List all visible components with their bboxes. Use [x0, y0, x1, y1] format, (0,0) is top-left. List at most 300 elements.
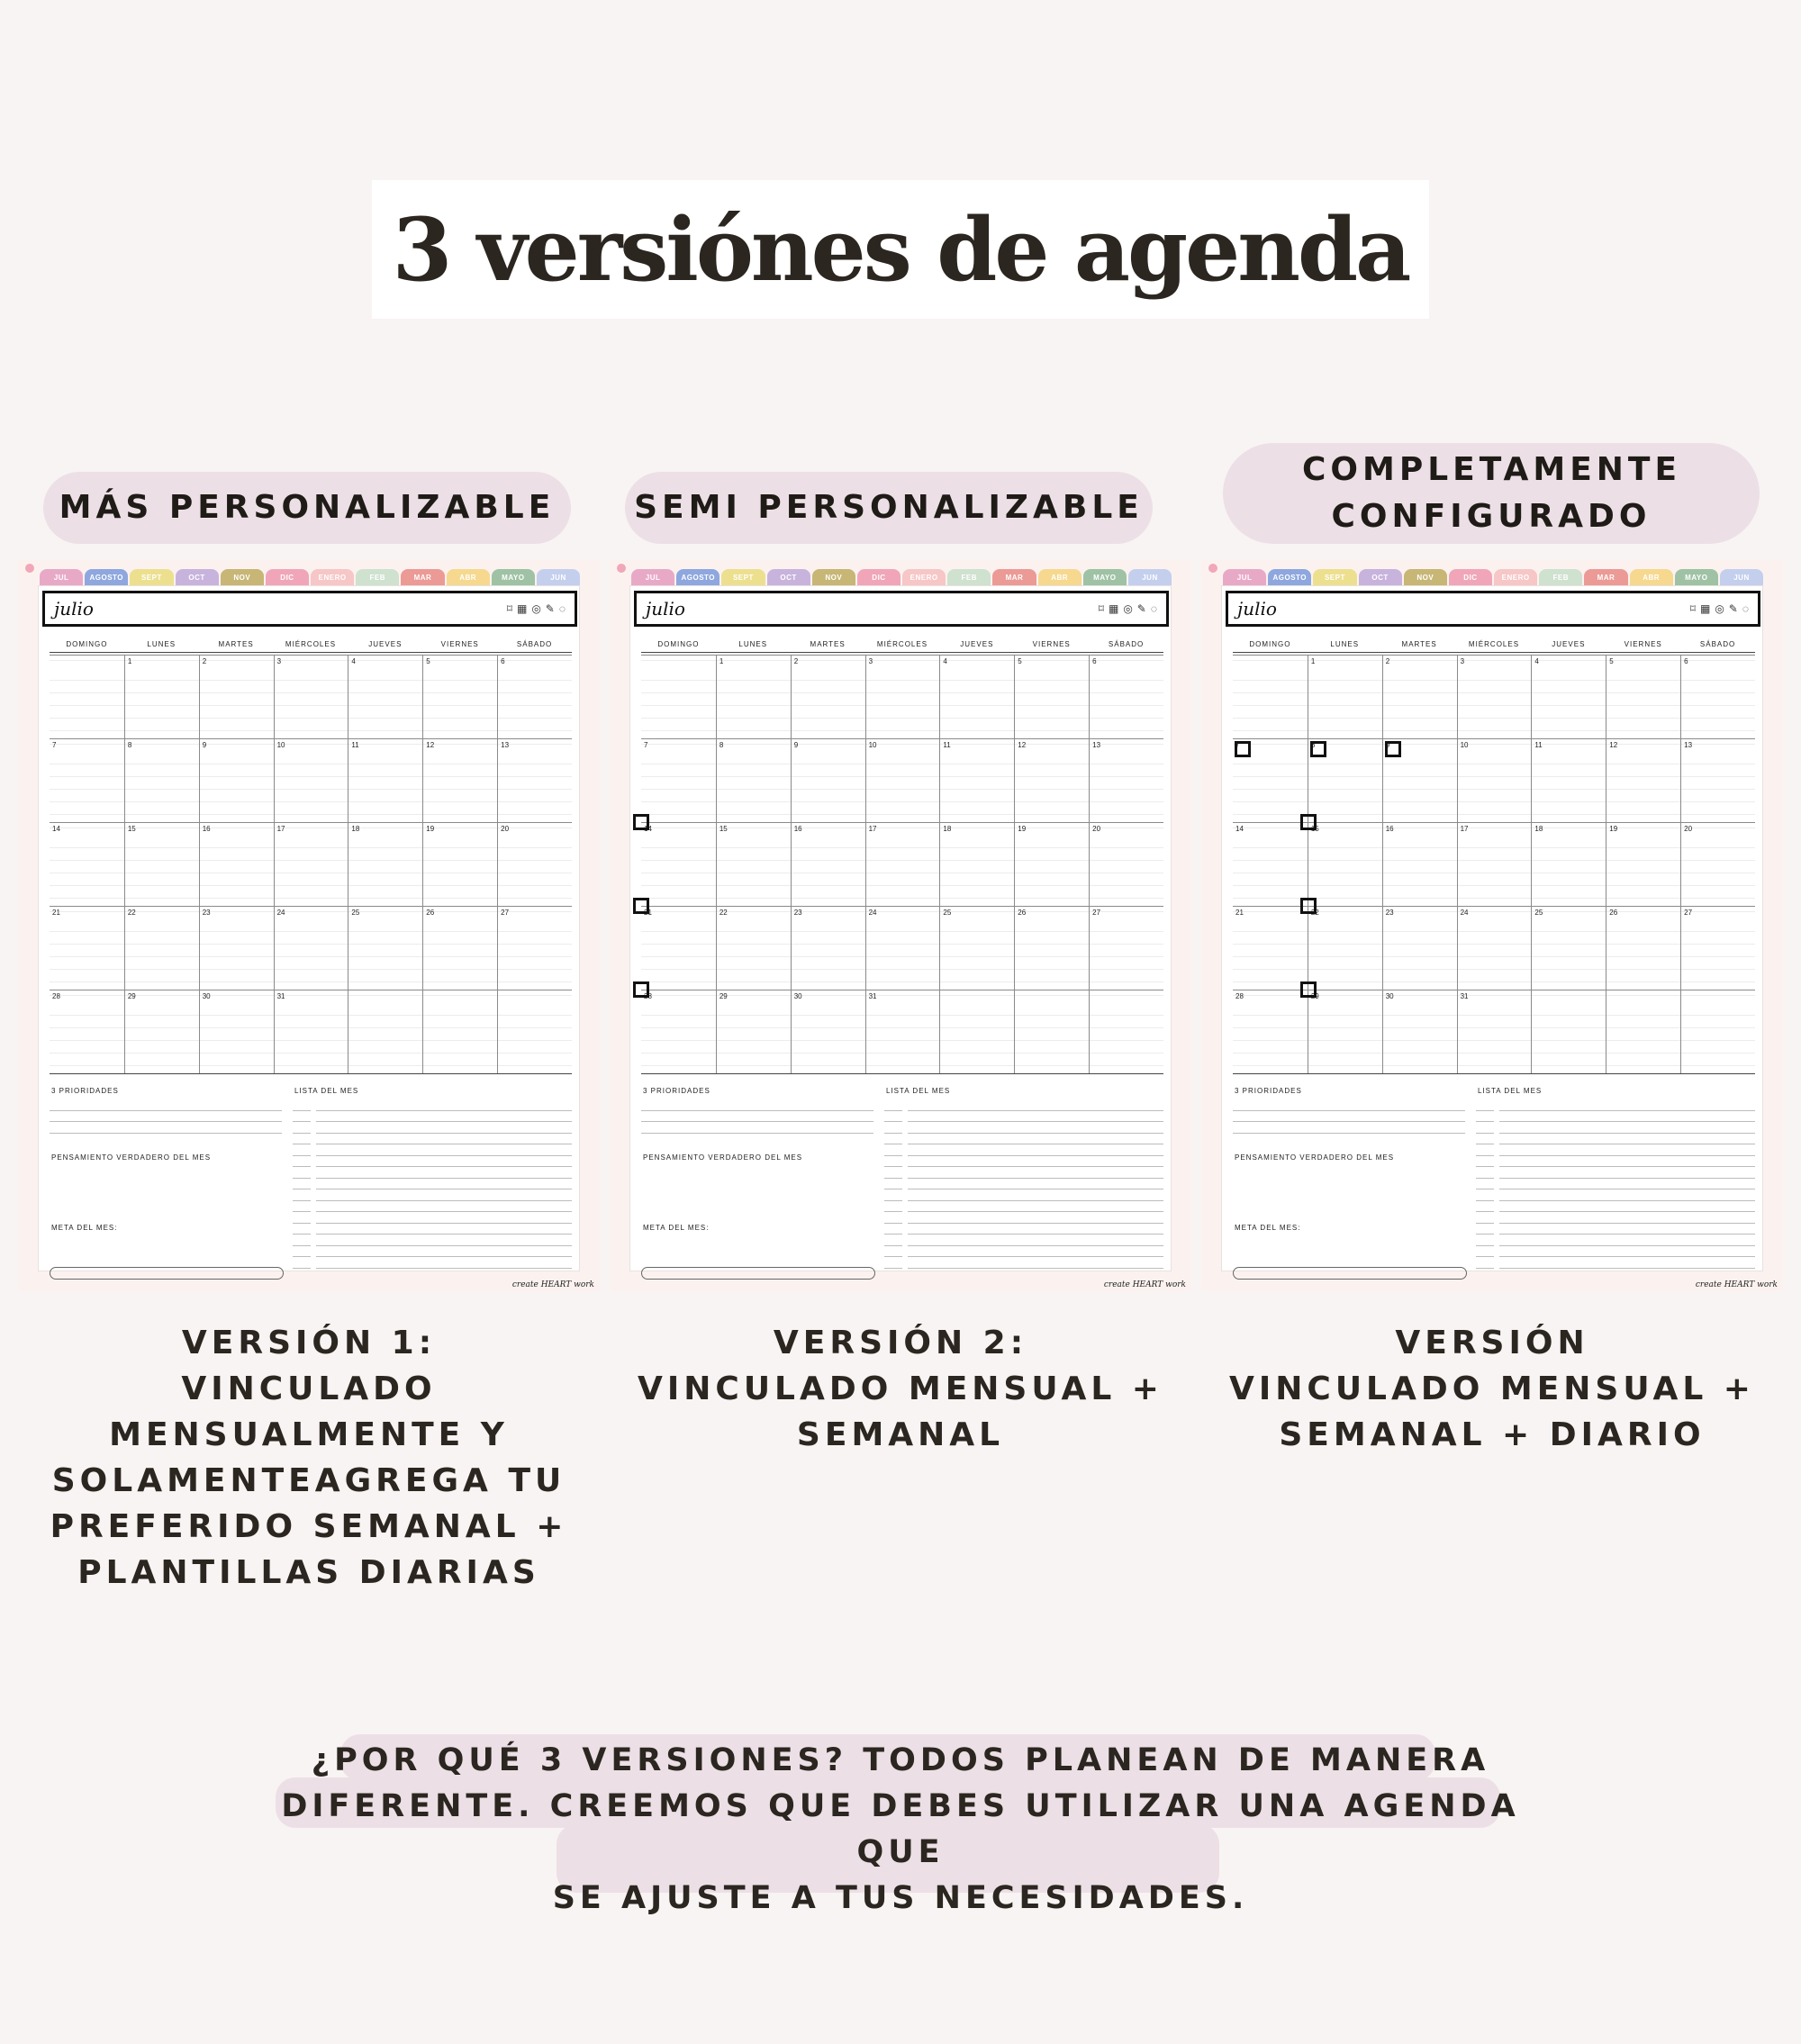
weekday-label: JUEVES: [1552, 640, 1586, 648]
calendar-day[interactable]: [1680, 655, 1755, 738]
month-tab[interactable]: MAYO: [492, 569, 535, 585]
day-number: 11: [1534, 741, 1543, 749]
month-tab[interactable]: ABR: [447, 569, 490, 585]
write-line: [1499, 1201, 1755, 1213]
month-tab[interactable]: JUN: [537, 569, 580, 585]
calendar-grid: [50, 655, 572, 1074]
chat-icon[interactable]: ◌: [1150, 602, 1157, 615]
calendar-day[interactable]: [497, 990, 572, 1073]
day-number: 9: [793, 741, 799, 749]
month-title: julio: [1237, 598, 1277, 620]
calendar-day[interactable]: [422, 990, 497, 1073]
write-line: [316, 1179, 572, 1190]
link-marker[interactable]: [1300, 898, 1317, 914]
version-3-pill: [1223, 443, 1760, 544]
day-number: 29: [1310, 992, 1319, 1000]
checkbox-line: [1476, 1179, 1494, 1190]
check-icon[interactable]: ◎: [1715, 602, 1724, 615]
day-number: 20: [1092, 825, 1101, 833]
month-tab[interactable]: FEB: [1539, 569, 1582, 585]
calendar-day[interactable]: [1531, 822, 1606, 906]
month-tab[interactable]: MAR: [1584, 569, 1627, 585]
calendar-day[interactable]: [716, 655, 791, 738]
calendar-day[interactable]: [50, 738, 124, 822]
month-tab[interactable]: OCT: [176, 569, 219, 585]
calendar-day[interactable]: [939, 990, 1014, 1073]
link-marker[interactable]: [633, 981, 649, 998]
goal-box: [1233, 1267, 1467, 1280]
calendar-day[interactable]: [348, 990, 422, 1073]
calendar-day[interactable]: [274, 822, 348, 906]
priorities-label: 3 PRIORIDADES: [51, 1087, 119, 1095]
calendar-day[interactable]: [1531, 990, 1606, 1073]
month-tab[interactable]: NOV: [221, 569, 264, 585]
calendar-day[interactable]: [348, 906, 422, 990]
planner-preview-1: [18, 560, 600, 1291]
write-line: [908, 1167, 1163, 1179]
write-line: [316, 1189, 572, 1201]
calendar-day[interactable]: [497, 822, 572, 906]
month-tab[interactable]: AGOSTO: [1268, 569, 1311, 585]
calendar-day[interactable]: [1014, 906, 1089, 990]
calendar-day[interactable]: [791, 906, 865, 990]
page-title: 3 versiónes de agenda: [392, 198, 1409, 301]
month-tab[interactable]: JUL: [1223, 569, 1266, 585]
calendar-day[interactable]: [1457, 990, 1532, 1073]
chat-icon[interactable]: ◌: [558, 602, 566, 615]
calendar-day[interactable]: [1680, 990, 1755, 1073]
month-tab[interactable]: AGOSTO: [676, 569, 719, 585]
thought-label: PENSAMIENTO VERDADERO DEL MES: [51, 1153, 212, 1162]
calendar-day[interactable]: [865, 990, 940, 1073]
calendar-day[interactable]: [1531, 738, 1606, 822]
month-tab[interactable]: ENERO: [902, 569, 946, 585]
footer-line: DIFERENTE. CREEMOS QUE DEBES UTILIZAR UNA AGENDA QUE: [281, 1788, 1520, 1870]
pencil-icon[interactable]: ✎: [1728, 602, 1738, 615]
month-tab[interactable]: DIC: [857, 569, 900, 585]
calendar-day[interactable]: [1531, 906, 1606, 990]
calendar-day[interactable]: [124, 738, 199, 822]
calendar-icon[interactable]: ▦: [1108, 602, 1119, 615]
version-2-description: [558, 1320, 1243, 1458]
planner-preview-2: [610, 560, 1191, 1291]
day-number: 19: [1609, 825, 1618, 833]
calendar-day[interactable]: [939, 822, 1014, 906]
calendar-day[interactable]: [199, 738, 274, 822]
weekday-label: VIERNES: [440, 640, 479, 648]
day-number: 8: [719, 741, 724, 749]
calendar-day[interactable]: [716, 906, 791, 990]
bookmark-icon[interactable]: ⌑: [1098, 602, 1104, 615]
calendar-day[interactable]: [1680, 738, 1755, 822]
month-tab[interactable]: AGOSTO: [85, 569, 128, 585]
checkbox-line: [293, 1179, 311, 1190]
calendar-day[interactable]: [1680, 906, 1755, 990]
weekday-label: SÁBADO: [1699, 640, 1736, 648]
calendar-day[interactable]: [1014, 990, 1089, 1073]
day-number: 26: [1018, 909, 1027, 917]
brand-logo: create HEART work: [1103, 1280, 1186, 1289]
day-number: 16: [1385, 825, 1394, 833]
calendar-day[interactable]: [1308, 990, 1382, 1073]
day-number: 13: [1684, 741, 1693, 749]
check-icon[interactable]: ◎: [1123, 602, 1133, 615]
calendar-day[interactable]: [1606, 990, 1680, 1073]
write-line: [316, 1134, 572, 1145]
day-number: 29: [719, 992, 728, 1000]
calendar-day[interactable]: [348, 822, 422, 906]
planner-page: [38, 585, 580, 1271]
day-number: 24: [1460, 909, 1469, 917]
month-tab[interactable]: MAR: [992, 569, 1036, 585]
calendar-day[interactable]: [791, 822, 865, 906]
month-tab[interactable]: JUN: [1720, 569, 1763, 585]
day-number: 3: [276, 657, 282, 665]
write-line: [1499, 1224, 1755, 1235]
day-number: 6: [1684, 657, 1688, 665]
calendar-day[interactable]: [1089, 906, 1163, 990]
calendar-day[interactable]: [1457, 906, 1532, 990]
weekday-label: MIÉRCOLES: [1468, 640, 1520, 648]
calendar-day[interactable]: [641, 655, 716, 738]
checkbox-line: [1476, 1167, 1494, 1179]
description-line: VINCULADO MENSUAL + SEMANAL: [638, 1370, 1163, 1453]
calendar-day[interactable]: [1233, 822, 1308, 906]
write-line: [908, 1099, 1163, 1111]
calendar-day[interactable]: [641, 738, 716, 822]
day-number: 5: [1018, 657, 1022, 665]
goal-label: META DEL MES:: [51, 1224, 118, 1232]
day-number: 15: [719, 825, 728, 833]
calendar-day[interactable]: [939, 906, 1014, 990]
link-marker[interactable]: [1300, 981, 1317, 998]
calendar-day[interactable]: [791, 738, 865, 822]
month-tab[interactable]: FEB: [947, 569, 991, 585]
month-tab[interactable]: SEPT: [1313, 569, 1356, 585]
calendar-day[interactable]: [1606, 655, 1680, 738]
month-tab[interactable]: NOV: [812, 569, 855, 585]
calendar-day[interactable]: [199, 822, 274, 906]
calendar-day[interactable]: [939, 655, 1014, 738]
day-number: 22: [1310, 909, 1319, 917]
write-line: [1499, 1246, 1755, 1258]
month-tab[interactable]: MAR: [401, 569, 444, 585]
write-line: [1233, 1122, 1465, 1134]
checkbox-line: [293, 1144, 311, 1156]
day-number: 23: [1385, 909, 1394, 917]
calendar-day[interactable]: [1382, 906, 1457, 990]
calendar-day[interactable]: [199, 990, 274, 1073]
day-number: 22: [719, 909, 728, 917]
list-checkboxes: [293, 1099, 311, 1269]
calendar-day[interactable]: [422, 822, 497, 906]
day-number: 24: [868, 909, 877, 917]
calendar-day[interactable]: [1233, 655, 1308, 738]
calendar-icon[interactable]: ▦: [1699, 602, 1711, 615]
calendar-icon[interactable]: ▦: [516, 602, 528, 615]
calendar-day[interactable]: [791, 990, 865, 1073]
calendar-day[interactable]: [641, 990, 716, 1073]
calendar-day[interactable]: [497, 738, 572, 822]
calendar-day[interactable]: [1089, 990, 1163, 1073]
checkbox-line: [293, 1122, 311, 1134]
day-number: 6: [1092, 657, 1097, 665]
calendar-day[interactable]: [422, 738, 497, 822]
calendar-day[interactable]: [865, 655, 940, 738]
day-number: 18: [943, 825, 952, 833]
checkbox-line: [884, 1144, 902, 1156]
day-number: 21: [52, 909, 60, 917]
day-number: 16: [793, 825, 802, 833]
calendar-day[interactable]: [939, 738, 1014, 822]
write-line: [908, 1122, 1163, 1134]
calendar-day[interactable]: [124, 906, 199, 990]
calendar-day[interactable]: [422, 906, 497, 990]
day-number: 17: [868, 825, 877, 833]
month-tab[interactable]: FEB: [356, 569, 399, 585]
calendar-day[interactable]: [1308, 738, 1382, 822]
calendar-day[interactable]: [716, 738, 791, 822]
day-number: 4: [943, 657, 947, 665]
priorities-lines: [1233, 1099, 1465, 1134]
calendar-day[interactable]: [1014, 738, 1089, 822]
list-lines: [1499, 1099, 1755, 1269]
link-marker[interactable]: [1385, 741, 1401, 757]
calendar-day[interactable]: [1457, 655, 1532, 738]
month-tab[interactable]: OCT: [1359, 569, 1402, 585]
month-tab[interactable]: JUN: [1128, 569, 1172, 585]
weekday-label: MIÉRCOLES: [285, 640, 337, 648]
checkbox-line: [293, 1156, 311, 1168]
link-marker[interactable]: [633, 898, 649, 914]
write-line: [908, 1224, 1163, 1235]
calendar-day[interactable]: [1233, 990, 1308, 1073]
month-tab[interactable]: ABR: [1630, 569, 1673, 585]
checkbox-line: [1476, 1212, 1494, 1224]
month-tab[interactable]: DIC: [1449, 569, 1492, 585]
description-line: SEMANAL + DIARIO: [1279, 1416, 1706, 1453]
link-marker[interactable]: [1310, 741, 1326, 757]
calendar-day[interactable]: [1308, 655, 1382, 738]
calendar-day[interactable]: [1014, 822, 1089, 906]
description-line: VERSIÓN: [1395, 1325, 1589, 1361]
month-tab[interactable]: NOV: [1404, 569, 1447, 585]
planner-page: [629, 585, 1172, 1271]
checkbox-line: [293, 1111, 311, 1123]
weekday-label: LUNES: [147, 640, 176, 648]
calendar-day[interactable]: [1089, 655, 1163, 738]
calendar-day[interactable]: [1680, 822, 1755, 906]
month-tab[interactable]: ENERO: [1494, 569, 1537, 585]
checkbox-line: [1476, 1099, 1494, 1111]
priorities-lines: [641, 1099, 873, 1134]
link-marker[interactable]: [633, 814, 649, 830]
list-lines: [908, 1099, 1163, 1269]
calendar-day[interactable]: [1606, 906, 1680, 990]
calendar-day[interactable]: [1308, 822, 1382, 906]
day-number: 26: [1609, 909, 1618, 917]
calendar-day[interactable]: [1457, 822, 1532, 906]
day-number: 30: [793, 992, 802, 1000]
bookmark-icon[interactable]: ⌑: [1689, 602, 1696, 615]
day-number: 28: [52, 992, 60, 1000]
checkbox-line: [293, 1134, 311, 1145]
calendar-day[interactable]: [497, 655, 572, 738]
calendar-day[interactable]: [865, 738, 940, 822]
checkbox-line: [884, 1122, 902, 1134]
checkbox-line: [1476, 1122, 1494, 1134]
calendar-day[interactable]: [1606, 738, 1680, 822]
calendar-day[interactable]: [1233, 738, 1308, 822]
write-line: [908, 1179, 1163, 1190]
calendar-day[interactable]: [348, 738, 422, 822]
write-line: [908, 1134, 1163, 1145]
calendar-day[interactable]: [274, 655, 348, 738]
write-line: [316, 1235, 572, 1246]
planner-preview-3: [1201, 560, 1783, 1291]
pencil-icon[interactable]: ✎: [1136, 602, 1146, 615]
day-number: 25: [943, 909, 952, 917]
month-tab[interactable]: OCT: [767, 569, 810, 585]
calendar-day[interactable]: [274, 906, 348, 990]
toolbar-icons: [507, 602, 566, 615]
calendar-day[interactable]: [1014, 655, 1089, 738]
checkbox-line: [1476, 1189, 1494, 1201]
write-line: [316, 1122, 572, 1134]
month-tab[interactable]: ABR: [1038, 569, 1082, 585]
day-number: 28: [1235, 992, 1244, 1000]
checkbox-line: [884, 1224, 902, 1235]
day-number: 1: [127, 657, 132, 665]
day-number: 8: [1310, 741, 1316, 749]
calendar-day[interactable]: [641, 822, 716, 906]
calendar-day[interactable]: [1089, 738, 1163, 822]
day-number: 10: [868, 741, 877, 749]
month-tab[interactable]: MAYO: [1675, 569, 1718, 585]
description-line: VERSIÓN 2:: [773, 1325, 1028, 1361]
day-number: 8: [127, 741, 132, 749]
calendar-day[interactable]: [50, 906, 124, 990]
priorities-label: 3 PRIORIDADES: [1235, 1087, 1302, 1095]
day-number: 30: [202, 992, 211, 1000]
weekday-header: [1233, 640, 1755, 653]
day-number: 27: [1684, 909, 1693, 917]
list-checkboxes: [1476, 1099, 1494, 1269]
month-tab[interactable]: DIC: [266, 569, 309, 585]
day-number: 19: [426, 825, 435, 833]
link-marker[interactable]: [1300, 814, 1317, 830]
calendar-day[interactable]: [497, 906, 572, 990]
calendar-day[interactable]: [50, 990, 124, 1073]
month-tab[interactable]: JUL: [40, 569, 83, 585]
write-line: [50, 1122, 282, 1134]
calendar-day[interactable]: [641, 906, 716, 990]
thought-label: PENSAMIENTO VERDADERO DEL MES: [643, 1153, 803, 1162]
calendar-day[interactable]: [1233, 906, 1308, 990]
calendar-day[interactable]: [1382, 738, 1457, 822]
calendar-day[interactable]: [1089, 822, 1163, 906]
month-tab[interactable]: SEPT: [130, 569, 173, 585]
day-number: 29: [127, 992, 136, 1000]
link-marker[interactable]: [1235, 741, 1251, 757]
calendar-day[interactable]: [1382, 822, 1457, 906]
checkbox-line: [884, 1167, 902, 1179]
calendar-day[interactable]: [791, 655, 865, 738]
day-number: 31: [276, 992, 285, 1000]
day-number: 21: [644, 909, 652, 917]
calendar-day[interactable]: [865, 822, 940, 906]
checkbox-line: [1476, 1246, 1494, 1258]
calendar-day[interactable]: [124, 655, 199, 738]
write-line: [1499, 1167, 1755, 1179]
write-line: [316, 1257, 572, 1269]
month-tab[interactable]: SEPT: [721, 569, 765, 585]
month-tab[interactable]: ENERO: [311, 569, 354, 585]
title-box: [372, 180, 1429, 319]
calendar-day[interactable]: [716, 822, 791, 906]
write-line: [908, 1144, 1163, 1156]
description-line: VINCULADO: [181, 1370, 437, 1407]
calendar-day[interactable]: [50, 822, 124, 906]
write-line: [641, 1122, 873, 1134]
pill-label: MÁS PERSONALIZABLE: [59, 489, 556, 526]
checkbox-line: [1476, 1134, 1494, 1145]
weekday-label: MIÉRCOLES: [876, 640, 928, 648]
pencil-icon[interactable]: ✎: [545, 602, 555, 615]
day-number: 14: [644, 825, 652, 833]
calendar-day[interactable]: [1457, 738, 1532, 822]
month-tab[interactable]: MAYO: [1083, 569, 1127, 585]
goal-box: [641, 1267, 875, 1280]
day-number: 20: [1684, 825, 1693, 833]
calendar-day[interactable]: [1382, 990, 1457, 1073]
day-number: 12: [1018, 741, 1027, 749]
version-1-pill: [43, 472, 571, 544]
calendar-day[interactable]: [422, 655, 497, 738]
goal-label: META DEL MES:: [1235, 1224, 1301, 1232]
calendar-day[interactable]: [1382, 655, 1457, 738]
day-number: 6: [501, 657, 505, 665]
calendar-day[interactable]: [50, 655, 124, 738]
calendar-day[interactable]: [274, 738, 348, 822]
calendar-day[interactable]: [199, 906, 274, 990]
check-icon[interactable]: ◎: [531, 602, 541, 615]
calendar-day[interactable]: [1308, 906, 1382, 990]
day-number: 11: [943, 741, 951, 749]
write-line: [1499, 1134, 1755, 1145]
calendar-day[interactable]: [1531, 655, 1606, 738]
month-header: [42, 591, 577, 627]
checkbox-line: [293, 1212, 311, 1224]
write-line: [316, 1246, 572, 1258]
write-line: [316, 1156, 572, 1168]
day-number: 9: [202, 741, 207, 749]
calendar-day[interactable]: [124, 990, 199, 1073]
calendar-day[interactable]: [348, 655, 422, 738]
month-tab[interactable]: JUL: [631, 569, 674, 585]
calendar-day[interactable]: [1606, 822, 1680, 906]
calendar-day[interactable]: [274, 990, 348, 1073]
bookmark-icon[interactable]: ⌑: [506, 602, 512, 615]
day-number: 1: [719, 657, 724, 665]
calendar-day[interactable]: [865, 906, 940, 990]
calendar-day[interactable]: [124, 822, 199, 906]
planner-page: [1221, 585, 1763, 1271]
calendar-day[interactable]: [199, 655, 274, 738]
chat-icon[interactable]: ◌: [1742, 602, 1749, 615]
calendar-day[interactable]: [716, 990, 791, 1073]
checkbox-line: [293, 1201, 311, 1213]
